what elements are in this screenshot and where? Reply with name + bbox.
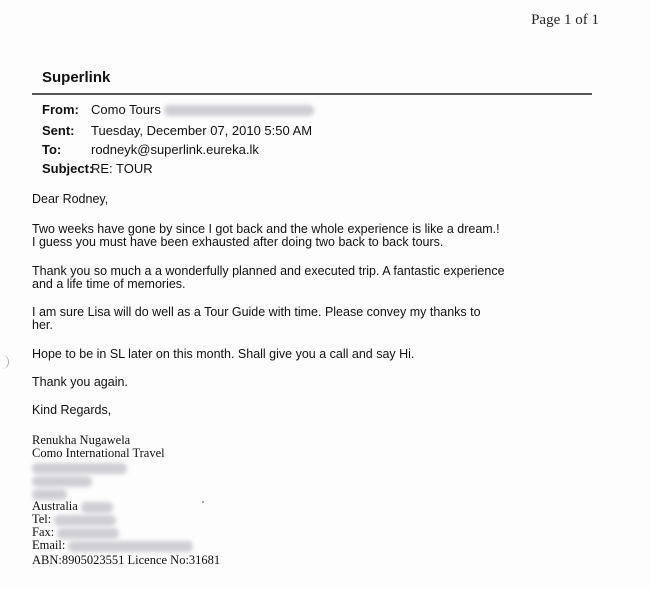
from-value: Como Tours bbox=[91, 102, 161, 117]
from-label: From: bbox=[42, 102, 79, 117]
paragraph-3-line-2: her. bbox=[32, 318, 53, 332]
redacted-postcode bbox=[81, 502, 113, 513]
signature-email-row bbox=[32, 539, 193, 553]
closing: Kind Regards, bbox=[32, 403, 112, 417]
redacted-tel bbox=[54, 515, 116, 526]
paragraph-2-line-2: and a life time of memories. bbox=[32, 277, 186, 291]
subject-value: RE: TOUR bbox=[91, 161, 153, 176]
page-number: Page 1 of 1 bbox=[531, 12, 599, 28]
tel-label: Tel: bbox=[32, 512, 52, 526]
sent-label: Sent: bbox=[42, 123, 75, 138]
redacted-fax bbox=[57, 528, 119, 539]
mailbox-title: Superlink bbox=[42, 69, 111, 86]
header-divider bbox=[32, 93, 592, 95]
subject-label: Subject: bbox=[42, 161, 94, 176]
signature-company: Como International Travel bbox=[32, 446, 165, 460]
fax-label: Fax: bbox=[32, 525, 55, 539]
signature-country: Australia bbox=[32, 499, 78, 513]
paragraph-3-line-1: I am sure Lisa will do well as a Tour Guide with time. Please convey my thanks to bbox=[32, 305, 481, 319]
paragraph-5: Thank you again. bbox=[32, 375, 128, 389]
paragraph-1-line-2: I guess you must have been exhausted after doing two back to back tours. bbox=[32, 235, 444, 249]
scan-speck bbox=[202, 501, 204, 503]
punch-hole-mark bbox=[0, 355, 9, 369]
paragraph-1-line-1: Two weeks have gone by since I got back and the whole experience is like a dream.! bbox=[32, 222, 500, 236]
greeting: Dear Rodney, bbox=[32, 192, 109, 206]
redacted-address-2 bbox=[32, 474, 92, 488]
to-label: To: bbox=[42, 142, 62, 157]
redacted-email-address bbox=[68, 541, 193, 552]
signature-name: Renukha Nugawela bbox=[32, 433, 131, 447]
to-value: rodneyk@superlink.eureka.lk bbox=[91, 142, 259, 157]
paragraph-4: Hope to be in SL later on this month. Shall give you a call and say Hi. bbox=[32, 347, 415, 361]
email-label: Email: bbox=[32, 538, 66, 552]
redacted-address-1 bbox=[32, 461, 127, 475]
paragraph-2-line-1: Thank you so much a a wonderfully planned and executed trip. A fantastic experience bbox=[32, 264, 505, 278]
redacted-email bbox=[164, 105, 314, 116]
signature-abn: ABN:8905023551 Licence No:31681 bbox=[32, 553, 221, 567]
sent-value: Tuesday, December 07, 2010 5:50 AM bbox=[91, 123, 313, 138]
